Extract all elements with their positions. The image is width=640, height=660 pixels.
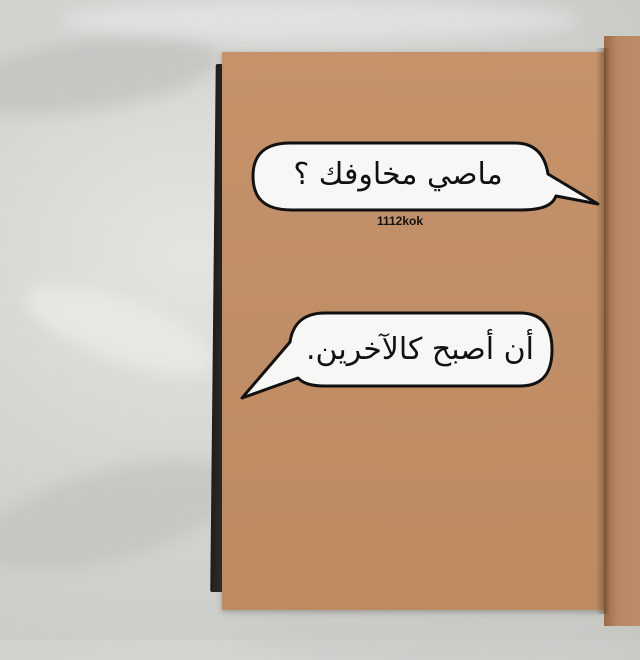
watermark: 1112kok [376, 214, 424, 228]
speech-bubble-text-top: ماصي مخاوفك ؟ [293, 157, 503, 192]
speech-bubble-text-bottom: أن أصبح كالآخرين. [305, 332, 535, 367]
